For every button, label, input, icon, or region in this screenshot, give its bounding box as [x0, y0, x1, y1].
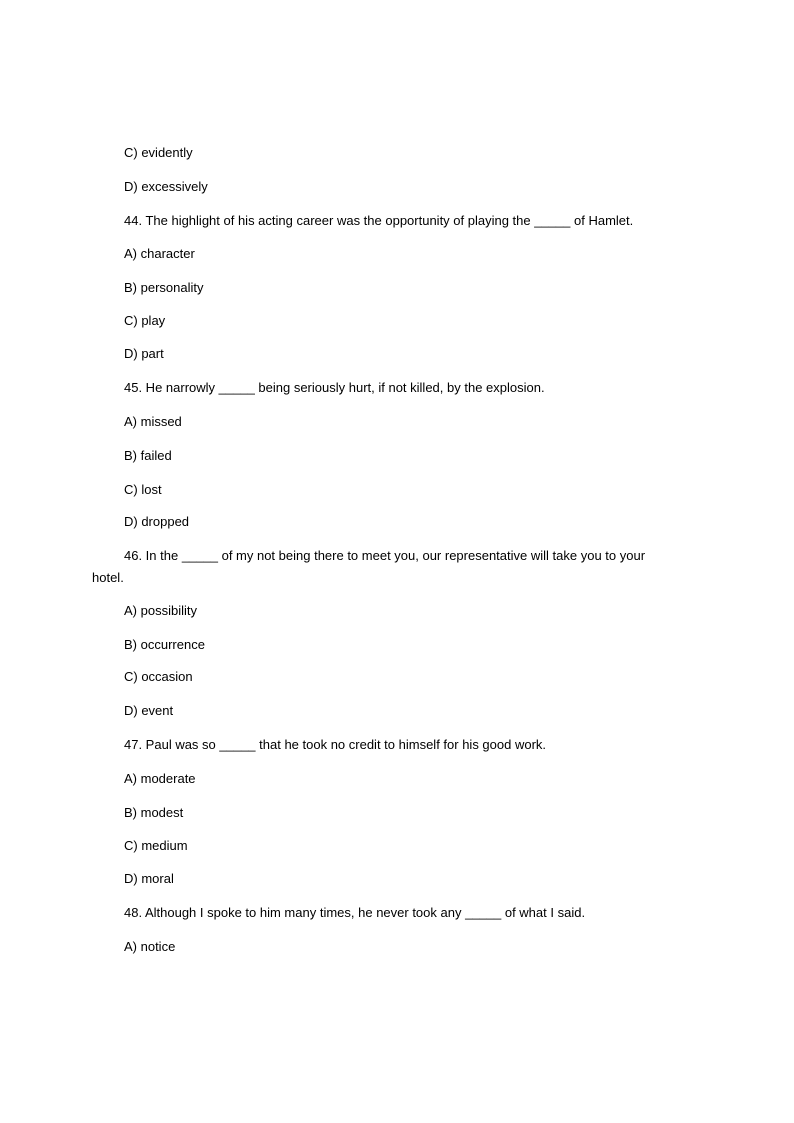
option-48a: A) notice	[124, 939, 176, 954]
question-45: 45. He narrowly _____ being seriously hurt, if not killed, by the explosion.	[124, 380, 545, 395]
question-44: 44. The highlight of his acting career was the opportunity of playing the _____ of Hamlet.	[124, 213, 634, 228]
option-44c: C) play	[124, 313, 166, 328]
option-46b: B) occurrence	[124, 637, 205, 652]
question-47: 47. Paul was so _____ that he took no credit to himself for his good work.	[124, 737, 547, 752]
option-46d: D) event	[124, 703, 174, 718]
option-43c: C) evidently	[124, 145, 193, 160]
option-43d: D) excessively	[124, 179, 208, 194]
option-47a: A) moderate	[124, 771, 196, 786]
option-44d: D) part	[124, 346, 164, 361]
question-48: 48. Although I spoke to him many times, he never took any _____ of what I said.	[124, 905, 586, 920]
option-44a: A) character	[124, 246, 195, 261]
option-47d: D) moral	[124, 871, 174, 886]
option-44b: B) personality	[124, 280, 204, 295]
option-45b: B) failed	[124, 448, 172, 463]
option-45d: D) dropped	[124, 514, 190, 529]
option-46a: A) possibility	[124, 603, 197, 618]
option-47b: B) modest	[124, 805, 184, 820]
option-47c: C) medium	[124, 838, 188, 853]
option-46c: C) occasion	[124, 669, 193, 684]
option-45a: A) missed	[124, 414, 182, 429]
option-45c: C) lost	[124, 482, 162, 497]
question-46: 46. In the _____ of my not being there to meet you, our representative will take you to your hotel.	[92, 548, 646, 585]
